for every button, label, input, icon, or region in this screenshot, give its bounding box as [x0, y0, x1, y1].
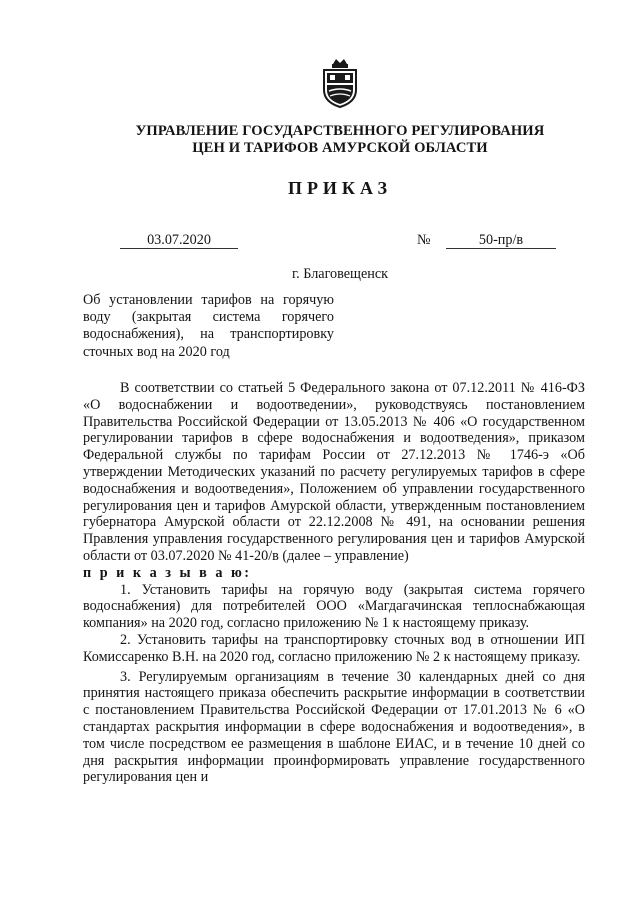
order-item-2: 2. Установить тарифы на транспортировку сточных вод в отношении ИП Комиссаренко В.Н. на 2020 год, согласно приложению № 2 к настоящему приказу.: [83, 631, 585, 665]
order-word: [83, 565, 585, 582]
order-item-3: 3. Регулируемым организациям в течение 30 календарных дней со дня принятия настоящего приказа обеспечить раскрытие информации в соответствии с постановлением Правительства Российской Федерации от 17.01.2013 № 6 «О стандартах раскрытия информации в сфере водоснабжения и водоотведения», в том числе посредством ее размещения в шаблоне ЕИАС, и в течение 10 дней со дня раскрытия информации проинформировать управление государственного регулирования цен и: [83, 668, 585, 786]
order-word-text: п р и к а з ы в а ю:: [83, 564, 252, 581]
preamble-paragraph: В соответствии со статьей 5 Федерального закона от 07.12.2011 № 416-ФЗ «О водоснабжении и водоотведении», руководствуясь постановлением Правительства Российской Федерации от 13.05.2013 № 406 «О государственном регулировании тарифов в сфере водоснабжения и водоотведения», приказом Федеральной службы по тарифам России от 27.12.2013 № 1746-э «Об утверждении Методических указаний по расчету регулируемых тарифов в сфере водоснабжения и водоотведения», Положением об управлении государственного регулирования цен и тарифов Амурской области, утвержденным постановлением губернатора Амурской области от 22.12.2008 № 491, на основании решения Правления управления государственного регулирования цен и тарифов Амурской области от 03.07.2020 № 41-20/в (далее – управление): [83, 380, 585, 564]
organization-line-2: ЦЕН И ТАРИФОВ АМУРСКОЙ ОБЛАСТИ: [192, 140, 488, 156]
order-number: 50-пр/в: [446, 233, 556, 249]
city: г. Благовещенск: [291, 266, 389, 282]
organization-name: [0, 123, 640, 157]
order-body: [83, 380, 585, 786]
order-item-1: 1. Установить тарифы на горячую воду (закрытая система горячего водоснабжения) для потребителей ООО «Магдагачинская теплоснабжающая компания» на 2020 год, согласно приложению № 1 к настоящему приказу.: [83, 581, 585, 632]
order-number-label: №: [417, 232, 431, 248]
order-subject: Об установлении тарифов на горячую воду (закрытая система горячего водоснабжения), на транспортировку сточных вод на 2020 год: [83, 292, 334, 360]
document-title: ПРИКАЗ: [287, 178, 393, 198]
order-date: 03.07.2020: [120, 233, 238, 249]
organization-line-1: УПРАВЛЕНИЕ ГОСУДАРСТВЕННОГО РЕГУЛИРОВАНИЯ: [135, 123, 545, 139]
coat-of-arms-icon: [319, 58, 361, 108]
